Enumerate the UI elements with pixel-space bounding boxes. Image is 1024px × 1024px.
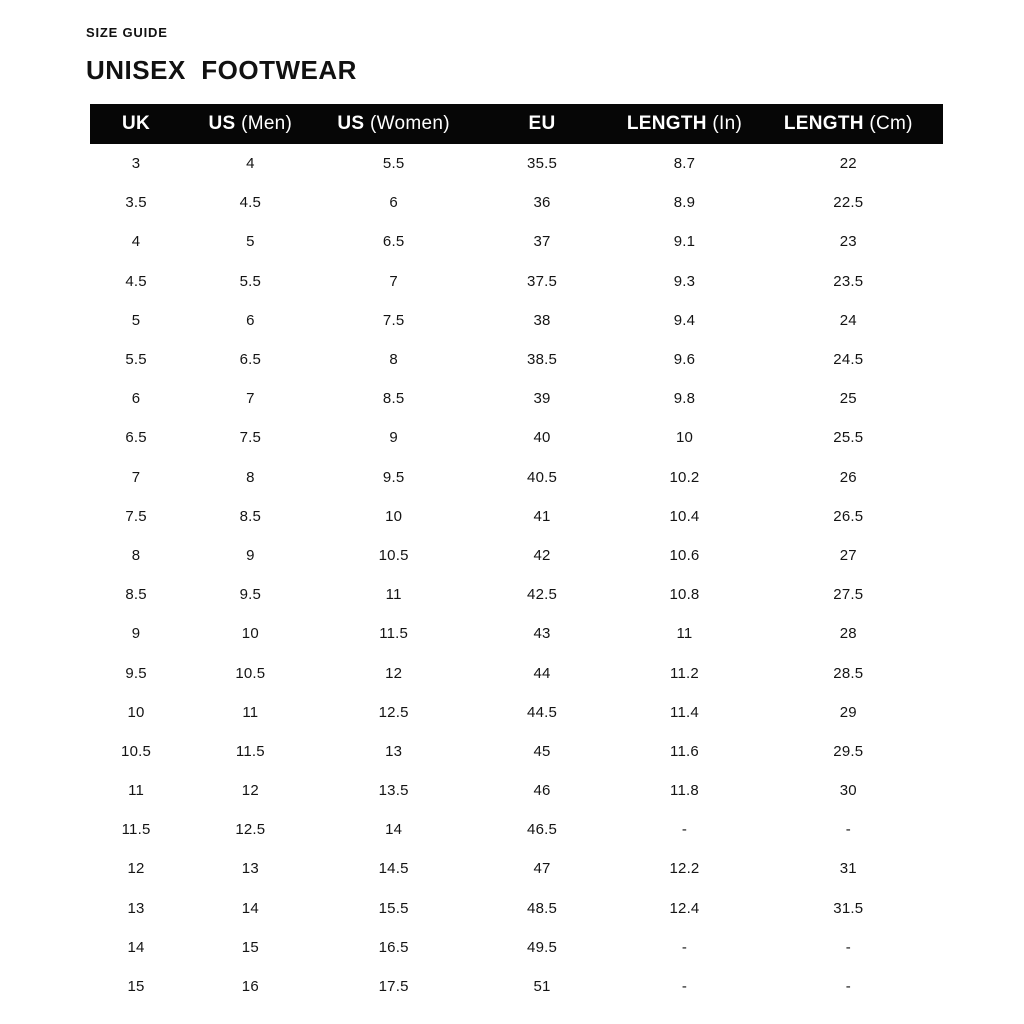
column-header-strong: EU [528,113,556,134]
table-cell: 14.5 [378,860,409,878]
table-cell: 10.8 [669,586,700,604]
table-row [90,144,943,183]
table-cell: 51 [533,978,551,996]
table-cell: 10 [241,625,259,643]
table-cell: 5 [246,233,255,251]
column-header [182,104,318,144]
table-row [90,379,943,418]
table-cell: 41 [533,507,551,525]
table-cell: 4.5 [125,272,147,290]
table-row [90,222,943,261]
table-cell: 11.4 [670,703,699,721]
table-cell: 8.5 [239,507,262,525]
table-row [90,418,943,457]
table-cell: 5.5 [125,351,147,369]
table-cell: 9.5 [382,468,405,486]
column-header-strong: LENGTH [783,113,864,134]
column-header-strong: UK [122,113,151,134]
column-header [319,104,469,144]
table-cell: 47 [533,860,551,878]
table-row [90,693,943,732]
table-row [90,732,943,771]
table-cell: 11.5 [379,625,409,643]
table-cell: 46 [533,782,551,800]
table-cell: 10.5 [121,742,152,760]
table-cell: 14 [127,938,145,956]
size-table-header [90,104,943,144]
table-cell: 25 [839,390,857,408]
header-row [90,104,943,144]
table-cell: 16.5 [378,938,409,956]
table-cell: 7.5 [239,429,262,447]
table-cell: 10.4 [669,507,700,525]
table-cell: 28 [839,625,857,643]
table-cell: 9.8 [673,390,696,408]
table-cell: 26 [839,468,857,486]
table-cell: 40 [533,429,551,447]
table-cell: 15 [241,938,259,956]
table-cell: 5.5 [239,272,262,290]
table-cell: 12.4 [669,899,700,917]
table-cell: 16 [241,978,259,996]
table-cell: 12.2 [669,860,700,878]
table-cell: 29 [839,703,857,721]
table-cell: - [845,821,851,839]
table-cell: 42 [533,546,551,564]
size-guide-label: SIZE GUIDE [86,25,168,40]
column-header-strong: US [208,113,236,134]
table-cell: 3.5 [125,194,147,212]
table-cell: 4 [131,233,141,251]
table-cell: 27 [839,546,857,564]
table-cell: 4.5 [239,194,262,212]
table-cell: 15.5 [378,899,409,917]
table-cell: 10.2 [669,468,700,486]
table-cell: 9 [389,429,398,447]
table-row [90,183,943,222]
column-header-unit: (Men) [235,113,293,134]
table-cell: 26.5 [833,507,864,525]
column-header [754,104,943,144]
table-cell: 13.5 [378,782,409,800]
table-cell: 23.5 [833,272,864,290]
table-cell: 9.1 [673,233,696,251]
table-row [90,967,943,1006]
table-row [90,653,943,692]
table-cell: 9.6 [673,351,696,369]
table-cell: 8.7 [673,155,696,173]
page-title: UNISEX FOOTWEAR [86,55,357,85]
table-cell: 5.5 [382,155,405,173]
table-cell: 30 [839,782,857,800]
table-cell: 23 [839,233,857,251]
table-cell: 12 [241,782,259,800]
column-header [615,104,753,144]
table-cell: 10 [127,703,145,721]
table-cell: 5 [131,311,141,329]
table-cell: 8.5 [382,390,405,408]
table-cell: 38 [533,311,551,329]
table-cell: 44.5 [527,703,558,721]
table-cell: 3 [131,155,141,173]
table-cell: 17.5 [378,978,409,996]
column-header-unit: (In) [706,113,743,134]
table-cell: 9.5 [239,586,262,604]
table-cell: 46.5 [527,821,558,839]
table-cell: 6.5 [239,351,262,369]
table-cell: 6 [389,194,398,212]
table-cell: 8.5 [125,586,147,604]
table-cell: 15 [127,978,145,996]
table-cell: 28.5 [833,664,864,682]
table-cell: 14 [241,899,259,917]
table-cell: 4 [246,155,255,173]
table-cell: 9 [131,625,141,643]
table-cell: 35.5 [527,155,558,173]
column-header [469,104,616,144]
table-cell: 44 [533,664,551,682]
table-cell: 11 [385,586,402,604]
table-cell: 8 [131,546,141,564]
table-cell: 10 [385,507,403,525]
table-cell: 11 [676,625,693,643]
table-row [90,771,943,810]
table-cell: 49.5 [527,938,558,956]
table-cell: - [681,938,688,956]
table-cell: 7 [389,272,398,290]
table-cell: 6.5 [382,233,405,251]
table-cell: 7.5 [382,311,405,329]
table-cell: 31.5 [833,899,864,917]
table-cell: 12.5 [378,703,409,721]
table-cell: 38.5 [527,351,558,369]
column-header-strong: US [337,113,365,134]
column-header [90,104,182,144]
table-cell: 9.5 [125,664,147,682]
table-cell: 14 [385,821,403,839]
table-cell: 40.5 [527,468,558,486]
table-row [90,340,943,379]
table-row [90,614,943,653]
table-cell: 27.5 [833,586,864,604]
table-cell: 8 [389,351,398,369]
table-cell: 43 [533,625,551,643]
table-cell: 36 [533,194,551,212]
table-cell: 7 [131,468,141,486]
table-cell: 10.5 [378,546,409,564]
size-table [90,104,943,1006]
table-cell: 10 [675,429,694,447]
table-row [90,458,943,497]
table-row [90,889,943,928]
table-cell: 12 [385,664,403,682]
table-row [90,810,943,849]
table-row [90,301,943,340]
table-row [90,262,943,301]
table-cell: 39 [533,390,551,408]
table-row [90,849,943,888]
table-cell: 9 [246,546,255,564]
table-cell: 45 [533,742,551,760]
table-cell: 48.5 [527,899,558,917]
size-table-body [90,144,943,1006]
table-cell: 7.5 [125,507,147,525]
table-cell: - [845,938,851,956]
column-header-strong: LENGTH [626,113,707,134]
table-cell: 22 [839,155,857,173]
table-cell: - [681,978,688,996]
table-cell: 25.5 [833,429,864,447]
table-cell: 24.5 [833,351,864,369]
table-cell: 11.5 [235,742,265,760]
table-cell: 10.5 [235,664,266,682]
column-header-unit: (Women) [364,113,450,134]
table-cell: 9.4 [673,311,696,329]
table-cell: 11 [128,782,145,800]
table-cell: 13 [241,860,259,878]
table-cell: 6 [246,311,255,329]
table-cell: 11.8 [670,782,699,800]
table-cell: 11.5 [121,821,151,839]
table-row [90,536,943,575]
table-cell: - [845,978,851,996]
table-cell: 13 [127,899,145,917]
table-cell: 11 [242,703,259,721]
table-cell: 31 [839,860,857,878]
table-cell: 13 [385,742,403,760]
table-cell: - [681,821,688,839]
table-cell: 29.5 [833,742,864,760]
table-cell: 7 [246,390,255,408]
table-cell: 42.5 [527,586,558,604]
table-cell: 37 [533,233,551,251]
table-cell: 11.2 [670,664,699,682]
table-cell: 6 [131,390,141,408]
table-cell: 8.9 [673,194,696,212]
table-cell: 12.5 [235,821,266,839]
table-cell: 22.5 [833,194,864,212]
table-cell: 10.6 [669,546,700,564]
table-row [90,497,943,536]
table-cell: 12 [127,860,145,878]
table-row [90,575,943,614]
table-cell: 9.3 [673,272,696,290]
table-cell: 37.5 [527,272,558,290]
table-cell: 6.5 [125,429,147,447]
table-row [90,928,943,967]
column-header-unit: (Cm) [863,113,913,134]
table-cell: 8 [246,468,255,486]
table-cell: 11.6 [670,742,699,760]
table-cell: 24 [839,311,857,329]
